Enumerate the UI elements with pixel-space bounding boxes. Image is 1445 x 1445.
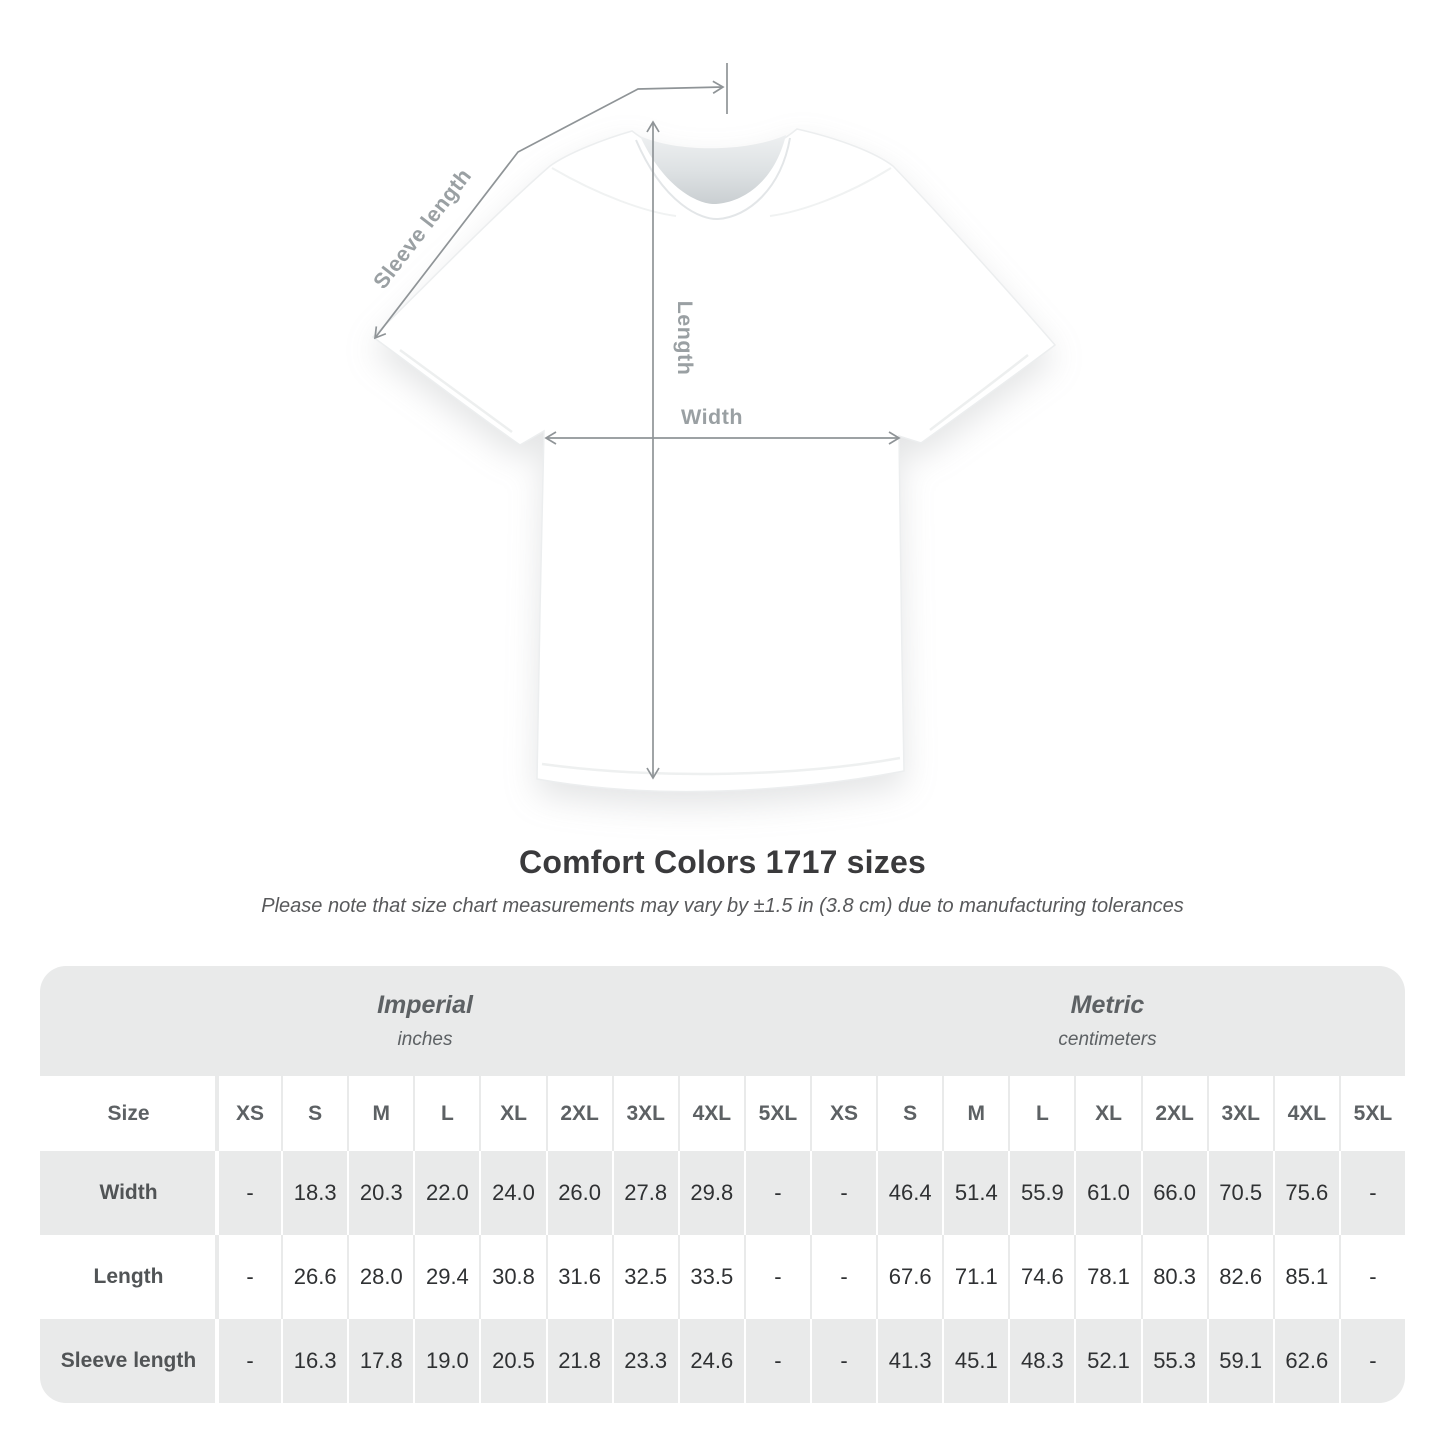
page-title: Comfort Colors 1717 sizes (519, 844, 926, 880)
size-col-header: M (347, 1076, 413, 1151)
tshirt-graphic (373, 129, 1055, 792)
value-cell: 59.1 (1207, 1319, 1273, 1403)
value-cell: 32.5 (612, 1235, 678, 1319)
unit-group-imperial (40, 966, 810, 1076)
value-cell: - (744, 1235, 810, 1319)
width-label: Width (680, 405, 744, 429)
value-cell: 26.6 (281, 1235, 347, 1319)
length-label: Length (673, 300, 697, 376)
size-col-header: M (942, 1076, 1008, 1151)
value-cell: 18.3 (281, 1151, 347, 1235)
value-cell: 78.1 (1074, 1235, 1140, 1319)
value-cell: 28.0 (347, 1235, 413, 1319)
size-col-header: XL (1074, 1076, 1140, 1151)
value-cell: 52.1 (1074, 1319, 1140, 1403)
value-cell: 74.6 (1008, 1235, 1074, 1319)
value-cell: 48.3 (1008, 1319, 1074, 1403)
unit-band (40, 966, 1405, 1076)
value-cell: 45.1 (942, 1319, 1008, 1403)
value-cell: - (810, 1151, 876, 1235)
value-cell: 21.8 (546, 1319, 612, 1403)
size-table (40, 966, 1405, 1403)
value-cell: 75.6 (1273, 1151, 1339, 1235)
value-cell: 20.3 (347, 1151, 413, 1235)
data-row-length (40, 1235, 1405, 1319)
row-label: Sleeve length (60, 1349, 197, 1372)
group-name-metric: Metric (1070, 991, 1145, 1019)
value-cell: 31.6 (546, 1235, 612, 1319)
value-cell: 80.3 (1141, 1235, 1207, 1319)
value-cell: - (1339, 1319, 1405, 1403)
sleeve-length-label: Sleeve length (368, 163, 477, 294)
size-col-header: 5XL (744, 1076, 810, 1151)
data-row-width (40, 1151, 1405, 1235)
size-header-cell: Size (107, 1101, 150, 1125)
size-col-header: L (413, 1076, 479, 1151)
row-label: Width (99, 1181, 158, 1204)
size-col-header: 4XL (1273, 1076, 1339, 1151)
value-cell: 22.0 (413, 1151, 479, 1235)
size-col-header: XS (810, 1076, 876, 1151)
value-cell: 67.6 (876, 1235, 942, 1319)
value-cell: 66.0 (1141, 1151, 1207, 1235)
value-cell: 82.6 (1207, 1235, 1273, 1319)
value-cell: 55.9 (1008, 1151, 1074, 1235)
value-cell: 23.3 (612, 1319, 678, 1403)
value-cell: 24.0 (479, 1151, 545, 1235)
value-cell: 46.4 (876, 1151, 942, 1235)
value-cell: 55.3 (1141, 1319, 1207, 1403)
value-cell: 30.8 (479, 1235, 545, 1319)
value-cell: 51.4 (942, 1151, 1008, 1235)
value-cell: 71.1 (942, 1235, 1008, 1319)
size-col-header: S (281, 1076, 347, 1151)
value-cell: 27.8 (612, 1151, 678, 1235)
value-cell: 85.1 (1273, 1235, 1339, 1319)
size-col-header: 3XL (612, 1076, 678, 1151)
value-cell: 24.6 (678, 1319, 744, 1403)
value-cell: 20.5 (479, 1319, 545, 1403)
value-cell: - (744, 1319, 810, 1403)
unit-group-metric (810, 966, 1405, 1076)
group-name-imperial: Imperial (377, 991, 473, 1019)
value-cell: 19.0 (413, 1319, 479, 1403)
value-cell: - (744, 1151, 810, 1235)
size-col-header: 3XL (1207, 1076, 1273, 1151)
value-cell: 62.6 (1273, 1319, 1339, 1403)
size-col-header: XL (479, 1076, 545, 1151)
value-cell: 70.5 (1207, 1151, 1273, 1235)
tolerance-note: Please note that size chart measurements may vary by ±1.5 in (3.8 cm) due to manufacturing tolerances (261, 895, 1184, 917)
value-cell: 17.8 (347, 1319, 413, 1403)
size-col-header: 4XL (678, 1076, 744, 1151)
value-cell: 41.3 (876, 1319, 942, 1403)
group-unit-metric: centimeters (1058, 1029, 1157, 1050)
group-unit-imperial: inches (397, 1029, 453, 1050)
data-row-sleeve-length (40, 1319, 1405, 1403)
value-cell: - (1339, 1235, 1405, 1319)
value-cell: 29.8 (678, 1151, 744, 1235)
value-cell: 16.3 (281, 1319, 347, 1403)
value-cell: - (1339, 1151, 1405, 1235)
value-cell: - (810, 1235, 876, 1319)
size-col-header: 5XL (1339, 1076, 1405, 1151)
value-cell: - (810, 1319, 876, 1403)
size-col-header: S (876, 1076, 942, 1151)
size-col-header: XS (215, 1076, 281, 1151)
row-label: Length (93, 1265, 164, 1288)
size-header-row (40, 1076, 1405, 1151)
value-cell: - (215, 1319, 281, 1403)
value-cell: 61.0 (1074, 1151, 1140, 1235)
size-col-header: 2XL (546, 1076, 612, 1151)
value-cell: - (215, 1235, 281, 1319)
value-cell: 33.5 (678, 1235, 744, 1319)
value-cell: 26.0 (546, 1151, 612, 1235)
size-col-header: L (1008, 1076, 1074, 1151)
size-col-header: 2XL (1141, 1076, 1207, 1151)
value-cell: - (215, 1151, 281, 1235)
value-cell: 29.4 (413, 1235, 479, 1319)
